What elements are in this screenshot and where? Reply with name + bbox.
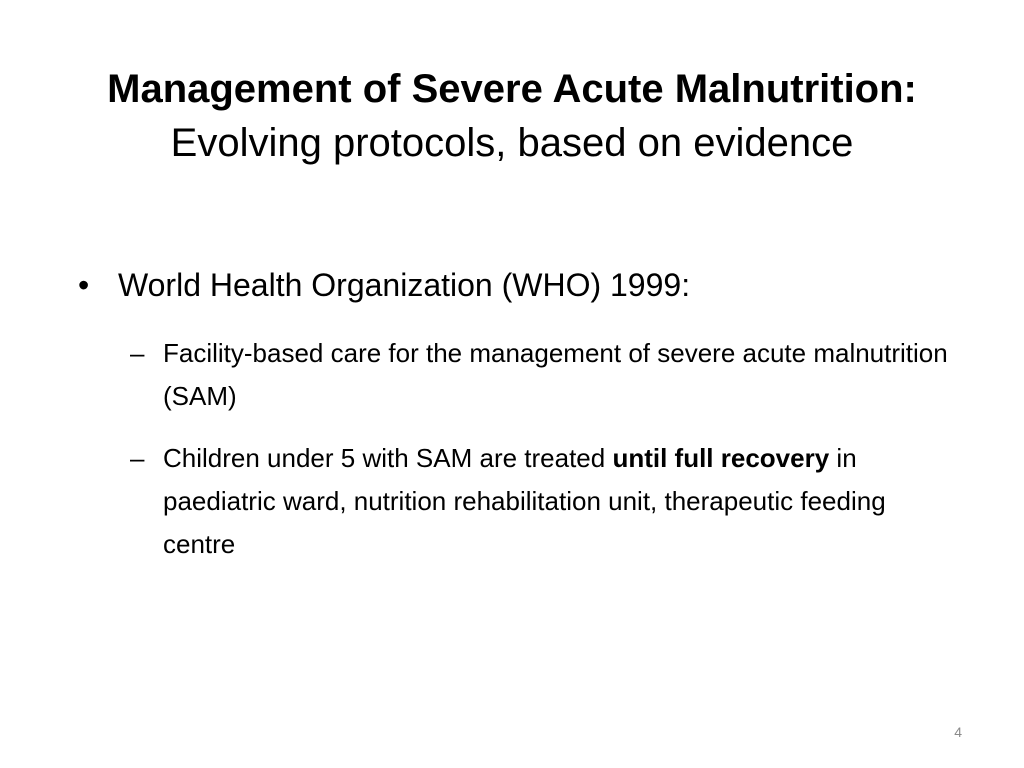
sub-bullet-text-start: Children under 5 with SAM are treated bbox=[163, 443, 613, 473]
sub-bullet-marker: – bbox=[130, 338, 145, 368]
bullet-text: World Health Organization (WHO) 1999: bbox=[118, 267, 691, 303]
sub-bullet-emphasis: until full recovery bbox=[612, 443, 830, 473]
sub-bullet-text: Facility-based care for the management of severe acute malnutrition (SAM) bbox=[163, 338, 948, 411]
page-number: 4 bbox=[954, 724, 962, 740]
bullet-who-1999 bbox=[78, 264, 690, 306]
title-subtitle: Evolving protocols, based on evidence bbox=[170, 121, 854, 165]
sub-bullet-text bbox=[163, 437, 903, 566]
bullet-marker: • bbox=[78, 267, 90, 303]
sub-bullet-treatment bbox=[130, 437, 960, 566]
title-main: Management of Severe Acute Malnutrition: bbox=[107, 67, 917, 111]
sub-bullet-facility-care bbox=[130, 332, 960, 418]
slide-title bbox=[30, 62, 994, 170]
sub-bullet-marker: – bbox=[130, 443, 145, 473]
sub-bullet-text-end: in paediatric ward, nutrition rehabilitation unit, therapeutic feeding centre bbox=[163, 443, 886, 559]
